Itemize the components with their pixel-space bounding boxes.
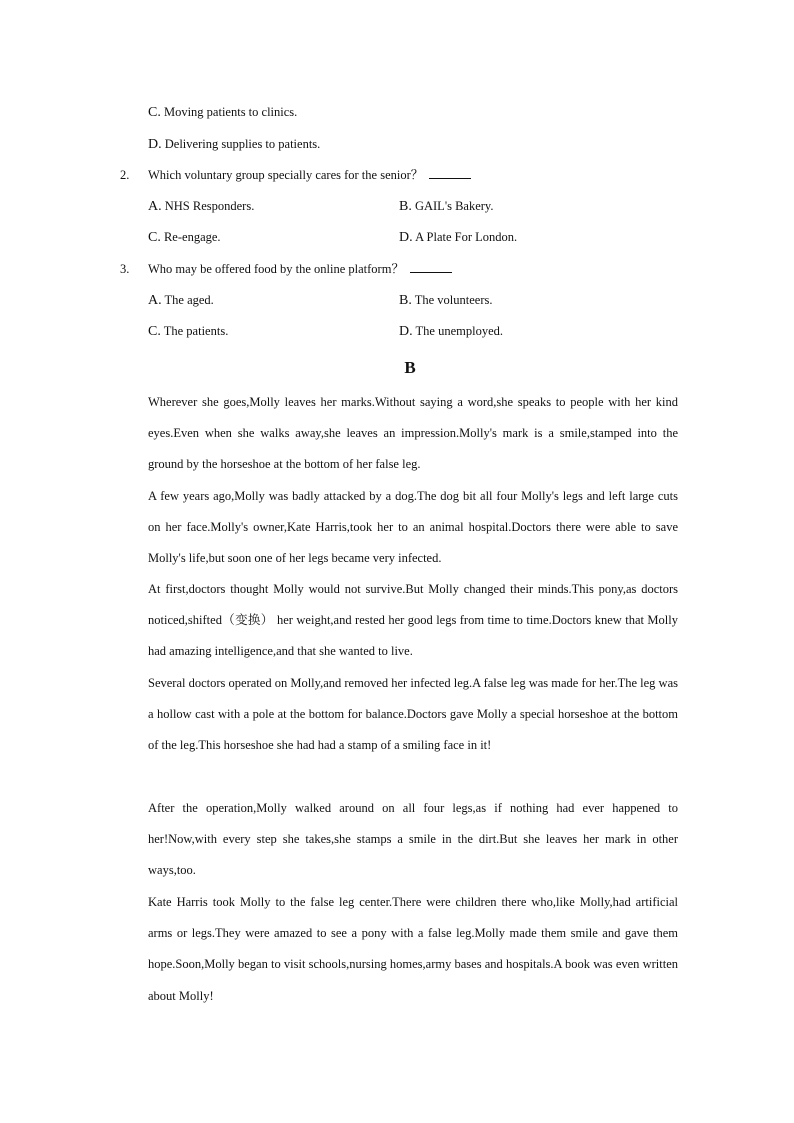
question-number: 2. xyxy=(120,168,130,182)
option-c: C. Re-engage. xyxy=(148,230,221,245)
question-text: Which voluntary group specially cares for the senior？ xyxy=(148,167,471,183)
answer-blank[interactable] xyxy=(410,261,452,273)
passage-paragraph: Kate Harris took Molly to the false leg center.There were children there who,like Molly,had artificial arms or legs.They were amazed to see a pony with a false leg.Molly made them smile and gave them hope.Soon,Molly began to visit schools,nursing homes,army bases and hospitals.A book was even written about Molly! xyxy=(148,895,678,1003)
option-b: B. The volunteers. xyxy=(399,293,493,308)
passage-paragraph: Several doctors operated on Molly,and removed her infected leg.A false leg was made for her.The leg was a hollow cast with a pole at the bottom for balance.Doctors gave Molly a special horseshoe at the bottom of the leg.This horseshoe she had had a stamp of a smiling face in it! xyxy=(148,676,678,753)
question-text: Who may be offered food by the online platform？ xyxy=(148,261,452,277)
option-d: D. The unemployed. xyxy=(399,324,504,339)
question-number: 3. xyxy=(120,262,130,276)
option-a: A. The aged. xyxy=(148,293,214,308)
option-d: D. A Plate For London. xyxy=(399,230,518,245)
answer-blank[interactable] xyxy=(429,167,471,179)
option-d: D. Delivering supplies to patients. xyxy=(148,137,321,152)
option-a: A. NHS Responders. xyxy=(148,199,255,214)
passage-paragraph: Wherever she goes,Molly leaves her marks.Without saying a word,she speaks to people with her kind eyes.Even when she walks away,she leaves an impression.Molly's mark is a smile,stamped into the ground by the horseshoe at the bottom of her false leg. xyxy=(148,395,678,472)
section-heading: B xyxy=(404,358,416,377)
option-b: B. GAIL's Bakery. xyxy=(399,199,494,214)
option-c: C. Moving patients to clinics. xyxy=(148,105,298,120)
passage-paragraph: After the operation,Molly walked around on all four legs,as if nothing had ever happened to her!Now,with every step she takes,she stamps a smile in the dirt.But she leaves her mark in other ways,too. xyxy=(148,801,678,878)
option-c: C. The patients. xyxy=(148,324,229,339)
passage-paragraph: At first,doctors thought Molly would not survive.But Molly changed their minds.This pony,as doctors noticed,shifted（变换） her weight,and rested her good legs from time to time.Doctors knew that Molly had amazing intelligence,and that she wanted to live. xyxy=(148,582,678,659)
passage-paragraph: A few years ago,Molly was badly attacked by a dog.The dog bit all four Molly's legs and left large cuts on her face.Molly's owner,Kate Harris,took her to an animal hospital.Doctors there were able to save Molly's life,but soon one of her legs became very infected. xyxy=(148,489,678,566)
